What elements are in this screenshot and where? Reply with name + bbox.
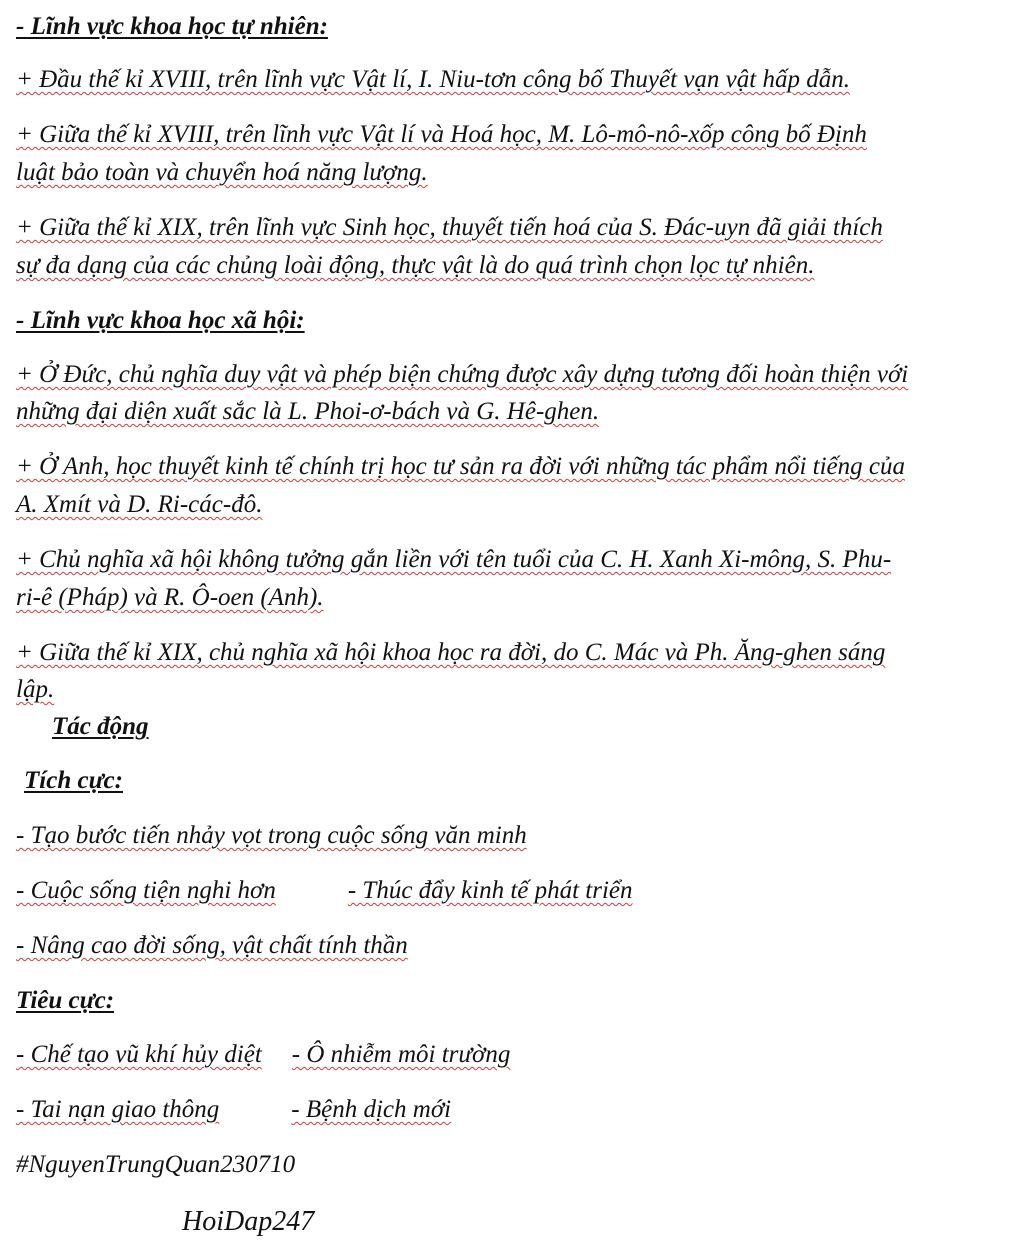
natural-science-item-2-line-1: + Giữa thế kỉ XVIII, trên lĩnh vực Vật lí và Hoá học, M. Lô-mô-nô-xốp công bố Định xyxy=(16,121,867,148)
negative-item-row-2 xyxy=(16,1095,451,1125)
site-signature: HoiDap247 xyxy=(182,1206,315,1237)
negative-item-2: - Ô nhiễm môi trường xyxy=(291,1041,511,1068)
social-science-item-4-line-1: + Giữa thế kỉ XIX, chủ nghĩa xã hội khoa học ra đời, do C. Mác và Ph. Ăng-ghen sáng xyxy=(16,639,886,666)
natural-science-heading: - Lĩnh vực khoa học tự nhiên: xyxy=(16,13,328,40)
positive-item-4: - Nâng cao đời sống, vật chất tính thần xyxy=(16,932,408,959)
natural-science-item-1: + Đầu thế kỉ XVIII, trên lĩnh vực Vật lí, I. Niu-tơn công bố Thuyết vạn vật hấp dẫn. xyxy=(16,66,850,93)
social-science-item-2-line-2: A. Xmít và D. Ri-các-đô. xyxy=(16,491,263,518)
social-science-item-4-line-2: lập. xyxy=(16,676,55,703)
negative-item-4: - Bệnh dịch mới xyxy=(291,1096,452,1123)
social-science-item-2-line-1: + Ở Anh, học thuyết kinh tế chính trị học tư sản ra đời với những tác phẩm nổi tiếng của xyxy=(16,453,905,480)
natural-science-item-3-line-1: + Giữa thế kỉ XIX, trên lĩnh vực Sinh học, thuyết tiến hoá của S. Đác-uyn đã giải thích xyxy=(16,214,883,241)
social-science-item-1-line-1: + Ở Đức, chủ nghĩa duy vật và phép biện chứng được xây dựng tương đối hoàn thiện với xyxy=(16,361,909,388)
author-hashtag: #NguyenTrungQuan230710 xyxy=(16,1151,296,1178)
social-science-item-1-line-2: những đại diện xuất sắc là L. Phoi-ơ-bách và G. Hê-ghen. xyxy=(16,398,600,425)
impact-heading: Tác động xyxy=(52,713,149,740)
negative-item-3: - Tai nạn giao thông xyxy=(16,1096,220,1123)
natural-science-item-2-line-2: luật bảo toàn và chuyển hoá năng lượng. xyxy=(16,159,428,186)
positive-item-3: - Thúc đẩy kinh tế phát triển xyxy=(347,877,633,904)
negative-item-1: - Chế tạo vũ khí hủy diệt xyxy=(16,1041,262,1068)
positive-item-row-2 xyxy=(16,876,633,906)
positive-item-2: - Cuộc sống tiện nghi hơn xyxy=(16,877,276,904)
social-science-heading: - Lĩnh vực khoa học xã hội: xyxy=(16,307,305,334)
negative-item-row-1 xyxy=(16,1040,510,1070)
positive-item-1: - Tạo bước tiến nhảy vọt trong cuộc sống văn minh xyxy=(16,822,527,849)
positive-heading: Tích cực: xyxy=(24,767,123,794)
negative-heading: Tiêu cực: xyxy=(16,987,115,1014)
social-science-item-3-line-2: ri-ê (Pháp) và R. Ô-oen (Anh). xyxy=(16,584,324,611)
natural-science-item-3-line-2: sự đa dạng của các chủng loài động, thực vật là do quá trình chọn lọc tự nhiên. xyxy=(16,252,815,279)
social-science-item-3-line-1: + Chủ nghĩa xã hội không tưởng gắn liền với tên tuổi của C. H. Xanh Xi-mông, S. Phu- xyxy=(16,546,892,573)
